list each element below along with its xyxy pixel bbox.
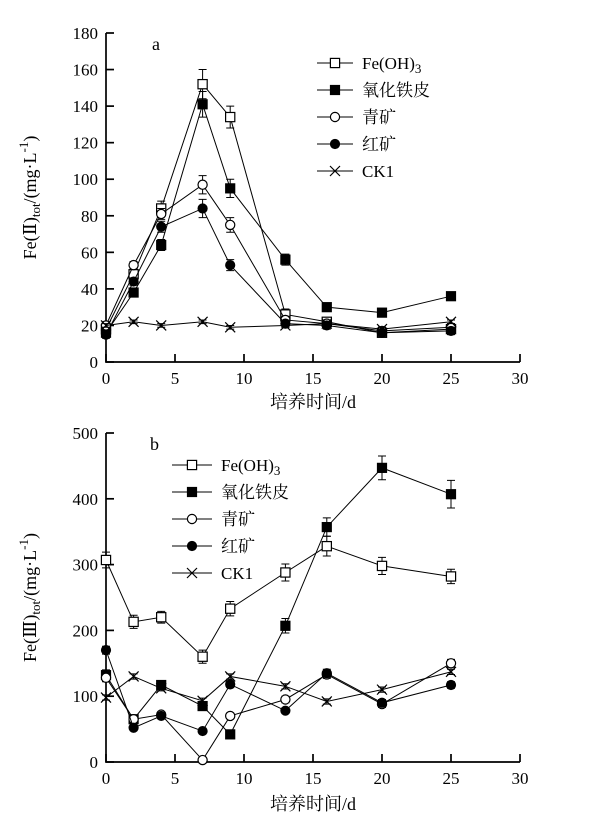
series-line (106, 322, 451, 329)
panel-letter: a (152, 34, 160, 54)
y-tick-label: 0 (89, 353, 98, 372)
x-tick-label: 10 (235, 769, 253, 788)
legend-item-red-ore (317, 135, 396, 154)
legend-item-ck1 (172, 564, 253, 583)
legend-label: 青矿 (362, 108, 396, 127)
y-tick-label: 0 (89, 753, 98, 772)
legend (317, 54, 430, 181)
legend-label: 氧化铁皮 (362, 81, 430, 100)
legend-label: 红矿 (362, 135, 396, 154)
x-tick-label: 25 (442, 369, 460, 388)
legend-label: 青矿 (221, 510, 255, 529)
y-tick-label: 100 (72, 170, 98, 190)
series-feoh3 (101, 70, 455, 338)
legend-label: $Fe(OH)_3$ (221, 456, 281, 478)
legend-item-iron-oxide-scale (317, 81, 430, 100)
series-line (106, 104, 451, 332)
legend-item-iron-oxide-scale (172, 483, 289, 502)
y-tick-label: 40 (81, 279, 98, 299)
series-line (106, 672, 451, 702)
y-axis-title: $Fe(Ⅲ)_{tot}/(mg\cdot L^{-1})$ (16, 533, 43, 662)
legend (172, 456, 289, 583)
y-tick-label: 400 (72, 489, 98, 509)
legend-label: 红矿 (221, 537, 255, 556)
legend-label: CK1 (221, 564, 254, 583)
y-tick-label: 180 (72, 24, 98, 43)
axes (73, 424, 529, 788)
x-tick-label: 10 (235, 369, 253, 388)
series-ck1 (101, 667, 456, 707)
x-axis-title: 培养时间/d (269, 794, 357, 814)
y-tick-label: 160 (72, 60, 98, 80)
x-tick-label: 20 (373, 769, 391, 788)
legend-item-green-ore (317, 108, 396, 127)
y-axis-title: $Fe(Ⅱ)_{tot}/(mg\cdot L^{-1})$ (16, 135, 43, 260)
series-markers (101, 100, 455, 338)
series-red-ore (101, 646, 455, 736)
legend-item-red-ore (172, 537, 255, 556)
legend-label: 氧化铁皮 (221, 483, 289, 502)
x-axis-title: 培养时间/d (269, 392, 357, 412)
series-markers (101, 646, 455, 736)
x-tick-label: 5 (170, 769, 180, 788)
x-tick-label: 15 (304, 369, 322, 388)
legend-label: CK1 (362, 162, 395, 181)
x-tick-label: 25 (442, 769, 460, 788)
series-markers (101, 542, 455, 662)
y-tick-label: 60 (81, 243, 98, 263)
y-tick-label: 20 (81, 316, 98, 336)
legend-label: $Fe(OH)_3$ (362, 54, 422, 76)
y-tick-label: 80 (81, 206, 98, 226)
x-tick-label: 5 (170, 369, 180, 388)
x-tick-label: 30 (511, 369, 529, 388)
legend-item-feoh3 (172, 456, 280, 478)
legend-item-ck1 (317, 162, 394, 181)
y-tick-label: 300 (72, 555, 98, 575)
axes (73, 24, 529, 388)
series-green-ore (101, 659, 455, 765)
y-tick-label: 200 (72, 621, 98, 641)
series-red-ore (101, 199, 455, 339)
legend-item-feoh3 (317, 54, 421, 76)
series-iron-oxide-scale (101, 91, 455, 337)
series-markers (101, 180, 455, 335)
x-tick-label: 15 (304, 769, 322, 788)
y-tick-label: 140 (72, 97, 98, 117)
legend-item-green-ore (172, 510, 255, 529)
x-tick-label: 30 (511, 769, 529, 788)
series-markers (101, 659, 455, 765)
chart-panel-b (0, 418, 601, 835)
x-tick-label: 0 (101, 369, 111, 388)
panel-letter: b (150, 434, 159, 454)
series-markers (101, 80, 455, 338)
y-tick-label: 500 (72, 424, 98, 443)
y-tick-label: 120 (72, 133, 98, 153)
x-tick-label: 0 (101, 769, 111, 788)
y-tick-label: 100 (72, 687, 98, 707)
x-tick-label: 20 (373, 369, 391, 388)
series-markers (101, 667, 456, 707)
series-feoh3 (101, 536, 455, 663)
